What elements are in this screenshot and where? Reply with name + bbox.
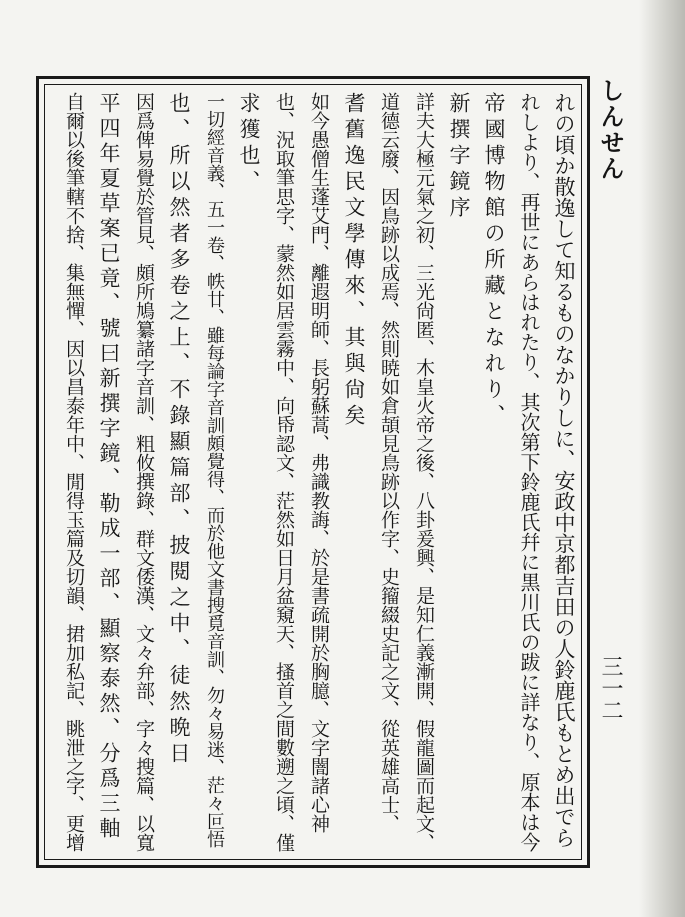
text-column: 也、所以然者多卷之上、不錄顯篇部、披閱之中、徒然晩日 <box>167 92 191 768</box>
text-column: れしより、再世にあらはれたり、其次第下鈴鹿氏幷に黒川氏の跋に詳なり、原本は今 <box>517 92 541 852</box>
text-column: 平四年夏草案已竟、號曰新撰字鏡、勒成一部、顯察泰然、分爲三軸 <box>97 92 121 842</box>
text-column: 求獲也、 <box>237 92 261 196</box>
text-column: 帝國博物館の所藏となれり、 <box>482 92 506 430</box>
text-column: 道德云廢、因鳥跡以成焉、然則暁如倉頡見鳥跡以作字、史籀綴史記之文、從英雄高士、 <box>378 92 400 833</box>
text-column: 也、況取筆思字、蒙然如居雲霧中、向帋認文、茫然如日月盆窺天、搔首之間數遡之頃、僅 <box>273 92 295 852</box>
page-number: 三一二 <box>598 655 623 721</box>
text-column: 如今愚僧生蓬艾門、離遐明師、長躬蘇蒿、弗識教誨、於是書疏開於胸臆、文字闇諸心神 <box>308 92 330 833</box>
text-column: 自爾以後筆轄不捨、集無憚、因以昌泰年中、閒得玉篇及切韻、捃加私記、眺泄之字、更增 <box>63 92 85 852</box>
text-column: れの頃か散逸して知るものなかりしに、安政中京都吉田の人鈴鹿氏もとめ出でら <box>552 92 576 848</box>
page-binding-edge <box>639 0 685 917</box>
section-heading: 新撰字鏡序 <box>447 92 471 222</box>
text-column: 耆舊逸民文學傳來、其與尙矣 <box>342 92 366 430</box>
text-column: 因爲俾易覺於管見、頗所鳩纂諸字音訓、粗攸撰錄、群文倭漢、文々弁部、字々搜篇、以寬 <box>133 92 155 852</box>
text-column: 詳夫大極元氣之初、三光尙匿、木皇火帝之後、八卦爰興、是知仁義漸開、假龍圖而起文、 <box>413 92 435 852</box>
text-column: 一切經音義、五一卷、帙廿、雖每論字音訓頗覺得、而於他文書搜覓音訓、勿々易迷、茫々叵悟 <box>204 92 225 848</box>
running-head: しんせん <box>596 78 625 182</box>
